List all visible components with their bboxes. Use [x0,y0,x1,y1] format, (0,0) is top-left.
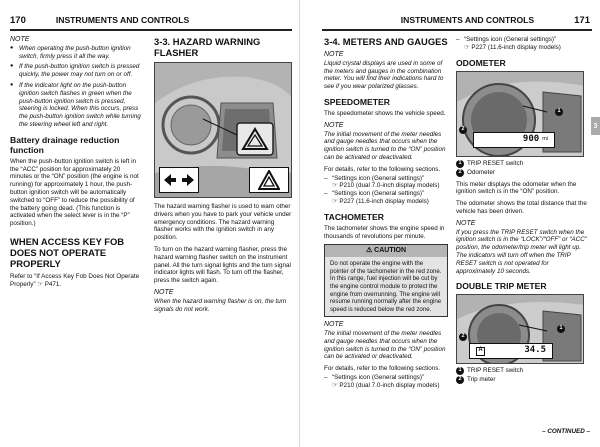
battery-heading: Battery drainage reduction function [10,134,120,155]
note-title: NOTE [324,51,344,58]
legend-item [456,376,588,384]
note-bullet: ● If the push-button ignition switch is pressed quickly, the power may not turn on or off. [10,63,142,79]
note-title: NOTE [456,219,476,227]
settings-reference: – “Settings icon (General settings)” [324,175,448,183]
header-title: INSTRUMENTS AND CONTROLS [55,15,190,25]
legend-item [456,367,588,375]
right-page [300,0,600,447]
speedometer-heading: SPEEDOMETER [324,96,390,107]
legend-number: 1 [456,367,464,375]
keyfob-text: Refer to “If Access Key Fob Does Not Operate Properly” ☞ P471. [10,272,140,288]
trip-value: 34.5 [524,345,546,356]
caution-header [325,245,447,257]
legend-label: Odometer [467,168,495,176]
note-bullet: ● If the indicator light on the push-button ignition switch flashes in green when the push-button ignition switch is pressed, steering is locked. When this occurs, press the push-button ignition switch while turning the steering wheel left and right. [10,82,142,129]
settings-reference: – “Settings icon (General settings)” [324,190,448,198]
chapter-tab: 3 [591,117,600,135]
callout-2: 2 [459,126,467,134]
odometer-text-1: This meter displays the odometer when the ignition switch is in the “ON” position. [456,180,577,196]
details-intro: For details, refer to the following sections. [324,165,441,173]
page-header-right [328,13,590,27]
right-column-1 [324,36,448,390]
page-header-left [10,13,290,27]
left-column-1 [10,36,142,293]
settings-reference: – “Settings icon (General settings)” [324,374,448,382]
odometer-heading: ODOMETER [456,57,506,68]
legend-item [456,169,588,177]
legend-label: TRIP RESET switch [467,367,524,375]
legend-item [456,160,588,168]
settings-reference-page: ☞ P227 (11.6-inch display models) [464,43,561,51]
note-title: NOTE [324,121,344,129]
meters-section-title: 3-4. METERS AND GAUGES [324,36,448,47]
trip-reset-note-text: If you press the TRIP RESET switch when the ignition switch is in the “LOCK”/“OFF” or “ACC” position, the odometer/trip meter will light up. The indicators will turn off when the TRIP RESET switch is not operated for approximately 10 seconds. [456,228,587,275]
odometer-value: 900 [522,133,540,144]
hazard-note-text: When the hazard warning flasher is on, the turn signals do not work. [154,297,287,313]
legend-label: Trip meter [467,376,496,384]
details-intro: For details, refer to the following sections. [324,365,441,373]
callout-1: 1 [555,108,563,116]
caution-label: CAUTION [374,247,407,255]
settings-reference-page: ☞ P227 (11.6-inch display models) [332,197,429,205]
legend-label: TRIP RESET switch [467,159,524,167]
keyfob-heading: WHEN ACCESS KEY FOB DOES NOT OPERATE PROPERLY [10,235,125,269]
note-title: NOTE [154,288,174,296]
battery-text: When the push-button ignition switch is left in the “ACC” position for approximately 20 minutes or the “ON” position (the engine is not running) for approximately 1 hour, the push-button ignition switch will be automatically switched to “OFF” to reduce the possibility of the battery going dead. (This function is activated when the select lever is in the “P” position.) [10,157,139,228]
odometer-display [473,132,555,148]
speedometer-text: The speedometer shows the vehicle speed. [324,109,446,117]
legend-number: 2 [456,376,464,384]
trip-letter: A [476,347,485,356]
page-number: 170 [10,14,26,26]
trip-meter-figure [456,294,584,364]
double-trip-heading: DOUBLE TRIP METER [456,281,547,292]
odometer-text-2: The odometer shows the total distance that the vehicle has been driven. [456,200,587,215]
tachometer-heading: TACHOMETER [324,211,384,222]
settings-reference: – “Settings icon (General settings)” [456,36,588,44]
settings-reference-page: ☞ P210 (dual 7.0-inch display models) [332,182,440,190]
header-title: INSTRUMENTS AND CONTROLS [400,15,535,25]
legend-number: 1 [456,160,464,168]
caution-box [324,244,448,317]
note-title: NOTE [324,321,344,329]
page-number: 171 [574,14,590,26]
trip-display [469,343,553,359]
needle-note-text: The initial movement of the meter needles and gauge needles that occurs when the ignition switch is turned to the “ON” position can be activated or deactivated. [324,130,446,161]
caution-text: Do not operate the engine with the pointer of the tachometer in the red zone. In this range, fuel injection will be cut by the engine control module to protect the engine from overrunning. The engine will resume running normally after the engine speed is reduced below the red zone. [325,257,447,316]
hazard-section-title: 3-3. HAZARD WARNING FLASHER [154,36,261,58]
header-rule [322,29,592,31]
warning-icon: ⚠ [365,247,373,255]
callout-2: 2 [459,333,467,341]
tachometer-text: The tachometer shows the engine speed in thousands of revolutions per minute. [324,224,445,240]
right-column-2 [456,36,588,385]
settings-reference-page: ☞ P210 (dual 7.0-inch display models) [332,381,440,389]
odometer-figure [456,71,584,157]
needle-note-text: The initial movement of the meter needles and gauge needles that occurs when the ignition switch is turned to the “ON” position can be activated or deactivated. [324,330,446,361]
legend-number: 2 [456,169,464,177]
hazard-body-2: To turn on the hazard warning flasher, press the hazard warning flasher switch on the instrument panel. All the turn signal lights and the turn signal indicator lights will flash. To turn off the flasher, press the switch again. [154,245,291,285]
note-title: NOTE [10,36,30,43]
turn-arrows-icon [159,167,199,193]
hazard-switch-figure [154,62,292,198]
hazard-triangle-icon [249,167,289,193]
odometer-unit: mi [542,135,548,142]
lcd-note-text: Liquid crystal displays are used in some of the meters and gauges in the combination meter. You will find their indications hard to see if you wear polarized glasses. [324,59,444,91]
callout-1: 1 [557,325,565,333]
note-bullet: ● When operating the push-button ignition switch, firmly press it all the way. [10,45,142,61]
continued-marker: – CONTINUED – [542,428,590,435]
hazard-body-1: The hazard warning flasher is used to warn other drivers when you have to park your vehicle under emergency conditions. The hazard warning flasher works with the ignition switch in any position. [154,203,292,242]
note-bullets [10,45,142,129]
header-rule [10,29,292,31]
left-column-2 [154,36,292,317]
